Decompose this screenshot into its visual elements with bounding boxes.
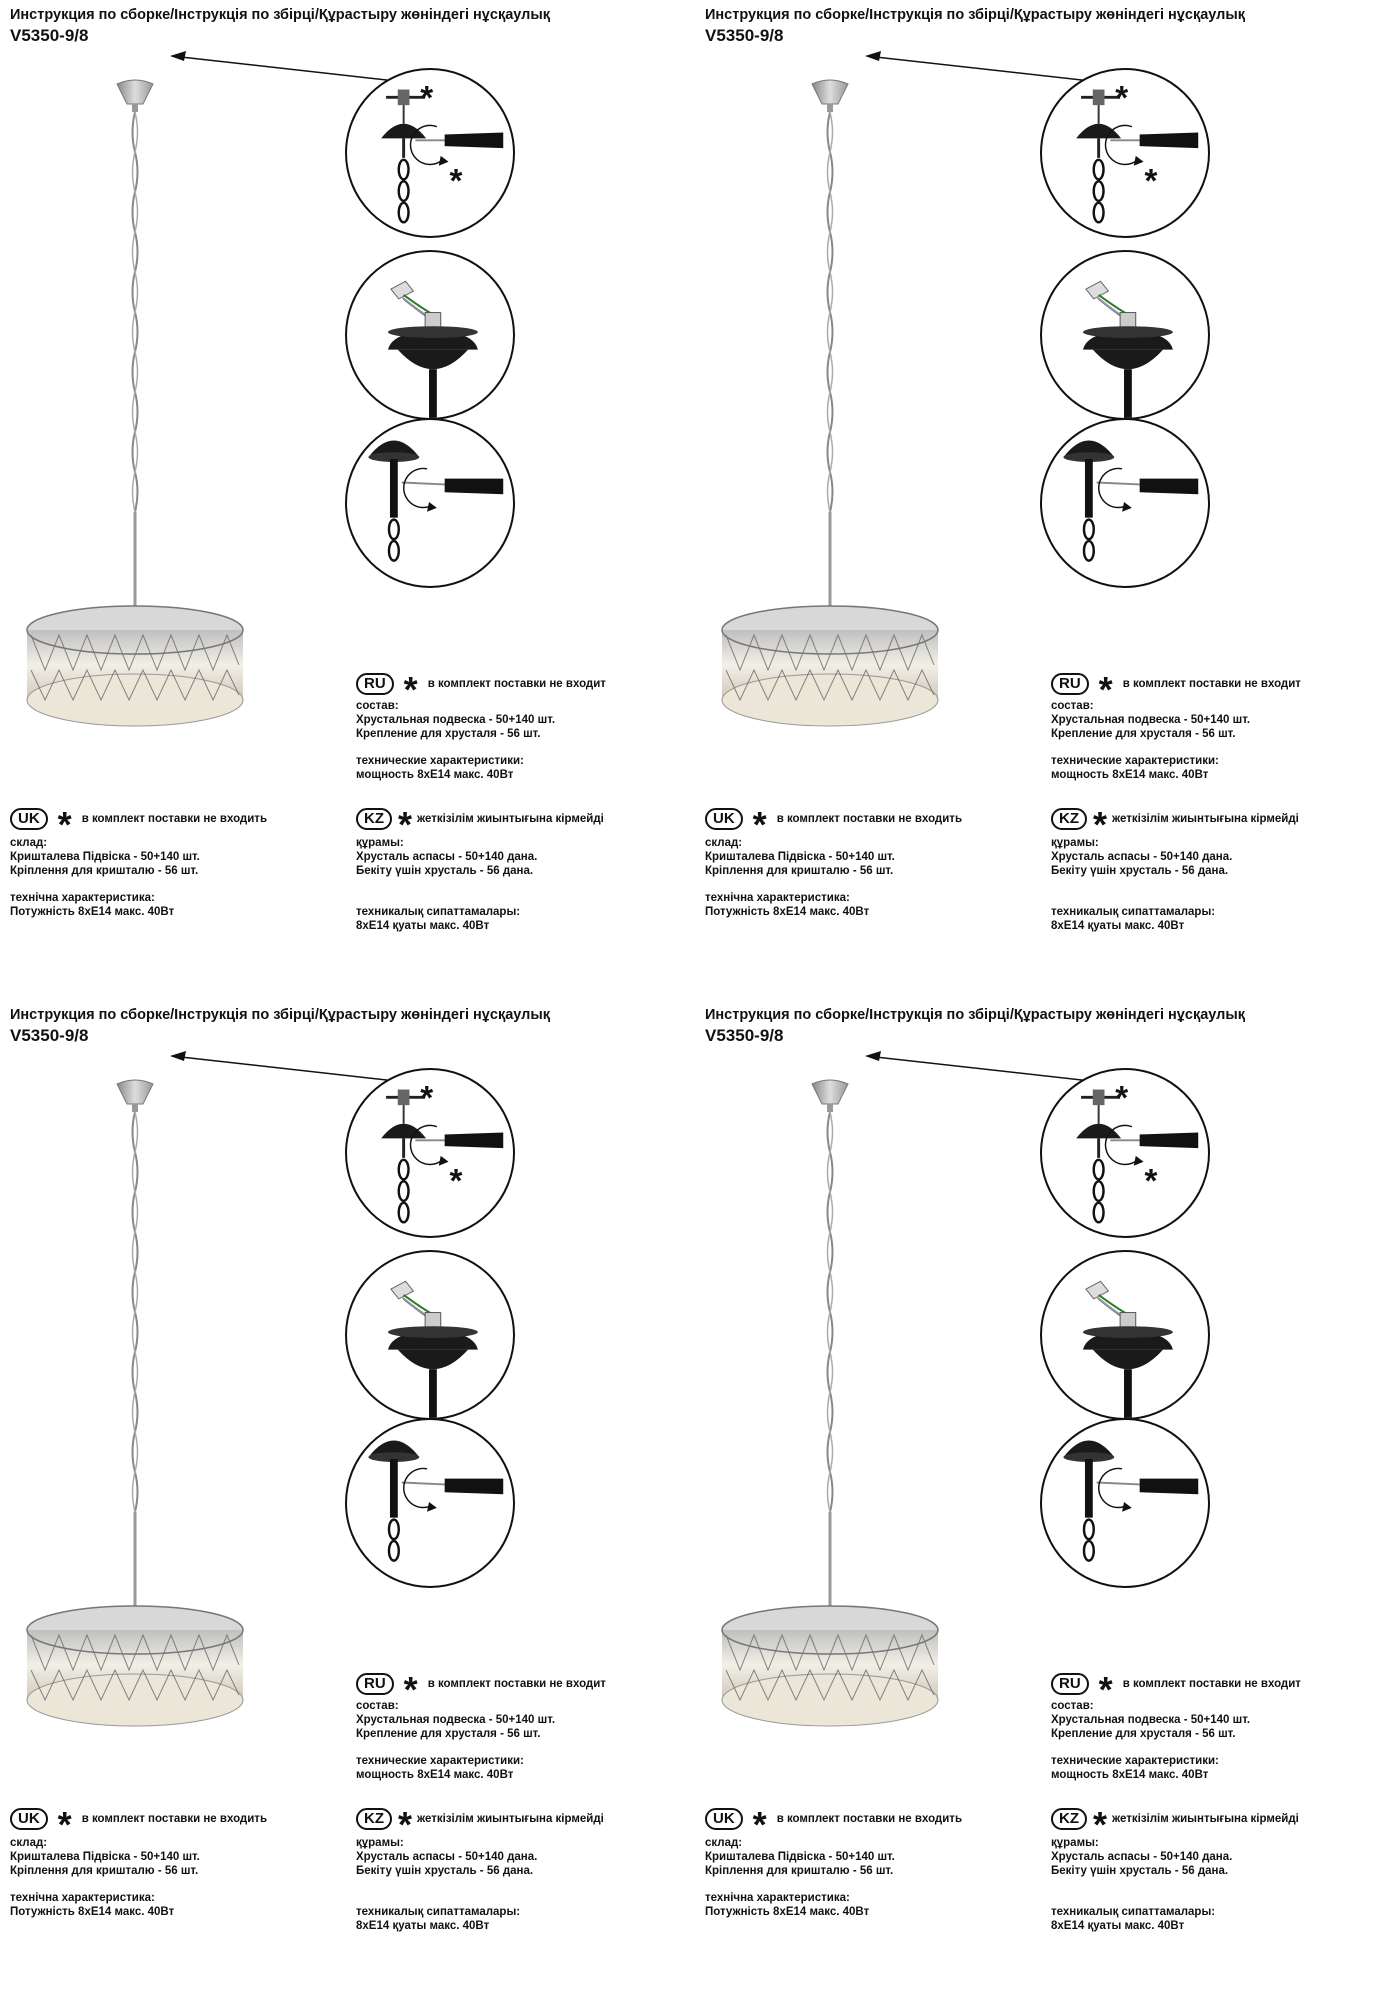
- language-badge-uk: UK: [10, 808, 48, 830]
- specs-label: техникалық сипаттамалары:: [356, 1906, 521, 1918]
- not-included-note: жеткізілім жиынтығына кірмейді: [417, 813, 604, 825]
- composition-label: состав:: [1051, 700, 1094, 712]
- spec-block-uk: [705, 804, 963, 919]
- step-1-canopy-mount: [345, 1068, 515, 1238]
- not-included-note: в комплект поставки не входит: [427, 678, 606, 690]
- specs-label: техникалық сипаттамалары:: [1051, 906, 1216, 918]
- language-badge-kz: KZ: [356, 808, 392, 830]
- svg-text:*: *: [449, 163, 463, 201]
- step-3-fix-rod: [345, 418, 515, 588]
- instruction-sheet: [695, 0, 1390, 1000]
- asterisk-mark: *: [1093, 1804, 1108, 1845]
- specs-label: технические характеристики:: [356, 755, 524, 767]
- svg-text:*: *: [420, 80, 434, 118]
- spec-block-ru: [356, 1669, 606, 1782]
- asterisk-mark: *: [752, 1804, 767, 1845]
- step-2-wiring: [345, 250, 515, 420]
- model-number: V5350-9/8: [10, 1026, 89, 1045]
- language-badge-uk: UK: [10, 1808, 48, 1830]
- spec-value: Потужність 8хЕ14 макс. 40Вт: [10, 1906, 175, 1918]
- asterisk-mark: *: [57, 1804, 72, 1845]
- composition-item: Кріплення для кришталю - 56 шт.: [705, 1865, 894, 1877]
- not-included-note: в комплект поставки не входить: [81, 1813, 268, 1825]
- composition-item: Кришталева Підвіска - 50+140 шт.: [10, 1851, 200, 1863]
- specs-label: технические характеристики:: [356, 1755, 524, 1767]
- chandelier-illustration: [25, 1070, 285, 1750]
- not-included-note: в комплект поставки не входить: [776, 813, 963, 825]
- language-badge-ru: RU: [1051, 673, 1089, 695]
- sheet-title: Инструкция по сборке/Інструкція по збірці/Құрастыру жөніндегі нұсқаулық: [10, 7, 550, 23]
- composition-item: Хрусталь аспасы - 50+140 дана.: [1051, 1851, 1233, 1863]
- spec-value: 8хЕ14 қуаты макс. 40Вт: [1051, 920, 1185, 932]
- instruction-sheet: [0, 0, 695, 1000]
- spec-block-ru: [356, 669, 606, 782]
- composition-item: Бекіту үшін хрусталь - 56 дана.: [356, 1865, 534, 1877]
- spec-value: Потужність 8хЕ14 макс. 40Вт: [10, 906, 175, 918]
- composition-label: құрамы:: [356, 1837, 404, 1849]
- spec-block-kz: [1051, 1804, 1299, 1933]
- composition-item: Хрустальная подвеска - 50+140 шт.: [356, 1714, 556, 1726]
- specs-label: технічна характеристика:: [705, 892, 850, 904]
- composition-item: Хрустальная подвеска - 50+140 шт.: [356, 714, 556, 726]
- svg-text:*: *: [1115, 80, 1129, 118]
- spec-block-ru: [1051, 1669, 1301, 1782]
- asterisk-mark: *: [1098, 1669, 1113, 1710]
- specs-label: технічна характеристика:: [10, 892, 155, 904]
- composition-item: Хрусталь аспасы - 50+140 дана.: [1051, 851, 1233, 863]
- composition-label: склад:: [10, 837, 48, 849]
- chandelier-illustration: [720, 1070, 980, 1750]
- composition-label: состав:: [356, 700, 399, 712]
- spec-block-uk: [10, 804, 268, 919]
- sheet-title: Инструкция по сборке/Інструкція по збірці/Құрастыру жөніндегі нұсқаулық: [705, 7, 1245, 23]
- svg-text:*: *: [1115, 1080, 1129, 1118]
- specs-label: техникалық сипаттамалары:: [356, 906, 521, 918]
- spec-block-kz: [356, 804, 604, 933]
- step-3-fix-rod: [345, 1418, 515, 1588]
- composition-item: Хрустальная подвеска - 50+140 шт.: [1051, 1714, 1251, 1726]
- language-badge-uk: UK: [705, 808, 743, 830]
- language-badge-kz: KZ: [356, 1808, 392, 1830]
- spec-value: 8хЕ14 қуаты макс. 40Вт: [1051, 1920, 1185, 1932]
- language-badge-ru: RU: [356, 1673, 394, 1695]
- spec-block-ru: [1051, 669, 1301, 782]
- composition-item: Кріплення для кришталю - 56 шт.: [10, 1865, 199, 1877]
- composition-item: Хрусталь аспасы - 50+140 дана.: [356, 851, 538, 863]
- language-badge-uk: UK: [705, 1808, 743, 1830]
- step-1-canopy-mount: [1040, 68, 1210, 238]
- specs-label: технічна характеристика:: [705, 1892, 850, 1904]
- composition-item: Кришталева Підвіска - 50+140 шт.: [705, 851, 895, 863]
- asterisk-mark: *: [1098, 669, 1113, 710]
- spec-block-kz: [356, 1804, 604, 1933]
- asterisk-mark: *: [1093, 804, 1108, 845]
- step-1-canopy-mount: [345, 68, 515, 238]
- composition-label: склад:: [705, 837, 743, 849]
- chandelier-illustration: [720, 70, 980, 750]
- composition-label: құрамы:: [1051, 837, 1099, 849]
- composition-label: склад:: [705, 1837, 743, 1849]
- spec-value: 8хЕ14 қуаты макс. 40Вт: [356, 1920, 490, 1932]
- chandelier-illustration: [25, 70, 285, 750]
- spec-block-kz: [1051, 804, 1299, 933]
- asterisk-mark: *: [57, 804, 72, 845]
- model-number: V5350-9/8: [705, 1026, 784, 1045]
- not-included-note: жеткізілім жиынтығына кірмейді: [1112, 1813, 1299, 1825]
- model-number: V5350-9/8: [705, 26, 784, 45]
- svg-text:*: *: [1144, 1163, 1158, 1201]
- composition-label: құрамы:: [1051, 1837, 1099, 1849]
- spec-value: Потужність 8хЕ14 макс. 40Вт: [705, 1906, 870, 1918]
- spec-value: мощность 8хЕ14 макс. 40Вт: [1051, 1769, 1209, 1781]
- spec-block-uk: [705, 1804, 963, 1919]
- svg-text:*: *: [420, 1080, 434, 1118]
- composition-item: Кріплення для кришталю - 56 шт.: [705, 865, 894, 877]
- step-2-wiring: [1040, 1250, 1210, 1420]
- composition-item: Хрусталь аспасы - 50+140 дана.: [356, 1851, 538, 1863]
- language-badge-kz: KZ: [1051, 1808, 1087, 1830]
- composition-label: склад:: [10, 1837, 48, 1849]
- spec-value: мощность 8хЕ14 макс. 40Вт: [1051, 769, 1209, 781]
- composition-item: Кришталева Підвіска - 50+140 шт.: [10, 851, 200, 863]
- spec-value: Потужність 8хЕ14 макс. 40Вт: [705, 906, 870, 918]
- sheet-title: Инструкция по сборке/Інструкція по збірці/Құрастыру жөніндегі нұсқаулық: [705, 1007, 1245, 1023]
- composition-item: Крепление для хрусталя - 56 шт.: [356, 728, 541, 740]
- language-badge-ru: RU: [356, 673, 394, 695]
- composition-item: Кришталева Підвіска - 50+140 шт.: [705, 1851, 895, 1863]
- not-included-note: в комплект поставки не входит: [427, 1678, 606, 1690]
- composition-item: Крепление для хрусталя - 56 шт.: [1051, 1728, 1236, 1740]
- asterisk-mark: *: [403, 1669, 418, 1710]
- not-included-note: жеткізілім жиынтығына кірмейді: [417, 1813, 604, 1825]
- specs-label: технические характеристики:: [1051, 755, 1219, 767]
- composition-item: Кріплення для кришталю - 56 шт.: [10, 865, 199, 877]
- composition-label: состав:: [356, 1700, 399, 1712]
- specs-label: техникалық сипаттамалары:: [1051, 1906, 1216, 1918]
- step-2-wiring: [1040, 250, 1210, 420]
- composition-label: құрамы:: [356, 837, 404, 849]
- specs-label: технические характеристики:: [1051, 1755, 1219, 1767]
- spec-value: мощность 8хЕ14 макс. 40Вт: [356, 1769, 514, 1781]
- language-badge-ru: RU: [1051, 1673, 1089, 1695]
- svg-text:*: *: [449, 1163, 463, 1201]
- composition-item: Крепление для хрусталя - 56 шт.: [356, 1728, 541, 1740]
- svg-text:*: *: [1144, 163, 1158, 201]
- composition-item: Хрустальная подвеска - 50+140 шт.: [1051, 714, 1251, 726]
- not-included-note: в комплект поставки не входить: [81, 813, 268, 825]
- not-included-note: в комплект поставки не входит: [1122, 1678, 1301, 1690]
- asterisk-mark: *: [398, 1804, 413, 1845]
- composition-item: Бекіту үшін хрусталь - 56 дана.: [1051, 865, 1229, 877]
- composition-label: состав:: [1051, 1700, 1094, 1712]
- step-3-fix-rod: [1040, 1418, 1210, 1588]
- specs-label: технічна характеристика:: [10, 1892, 155, 1904]
- sheet-title: Инструкция по сборке/Інструкція по збірці/Құрастыру жөніндегі нұсқаулық: [10, 1007, 550, 1023]
- step-2-wiring: [345, 1250, 515, 1420]
- step-1-canopy-mount: [1040, 1068, 1210, 1238]
- language-badge-kz: KZ: [1051, 808, 1087, 830]
- step-3-fix-rod: [1040, 418, 1210, 588]
- spec-value: 8хЕ14 қуаты макс. 40Вт: [356, 920, 490, 932]
- asterisk-mark: *: [403, 669, 418, 710]
- composition-item: Бекіту үшін хрусталь - 56 дана.: [1051, 1865, 1229, 1877]
- spec-block-uk: [10, 1804, 268, 1919]
- not-included-note: в комплект поставки не входить: [776, 1813, 963, 1825]
- not-included-note: жеткізілім жиынтығына кірмейді: [1112, 813, 1299, 825]
- instruction-sheet: [695, 1000, 1390, 2000]
- instruction-sheet: [0, 1000, 695, 2000]
- not-included-note: в комплект поставки не входит: [1122, 678, 1301, 690]
- asterisk-mark: *: [752, 804, 767, 845]
- spec-value: мощность 8хЕ14 макс. 40Вт: [356, 769, 514, 781]
- composition-item: Крепление для хрусталя - 56 шт.: [1051, 728, 1236, 740]
- model-number: V5350-9/8: [10, 26, 89, 45]
- composition-item: Бекіту үшін хрусталь - 56 дана.: [356, 865, 534, 877]
- asterisk-mark: *: [398, 804, 413, 845]
